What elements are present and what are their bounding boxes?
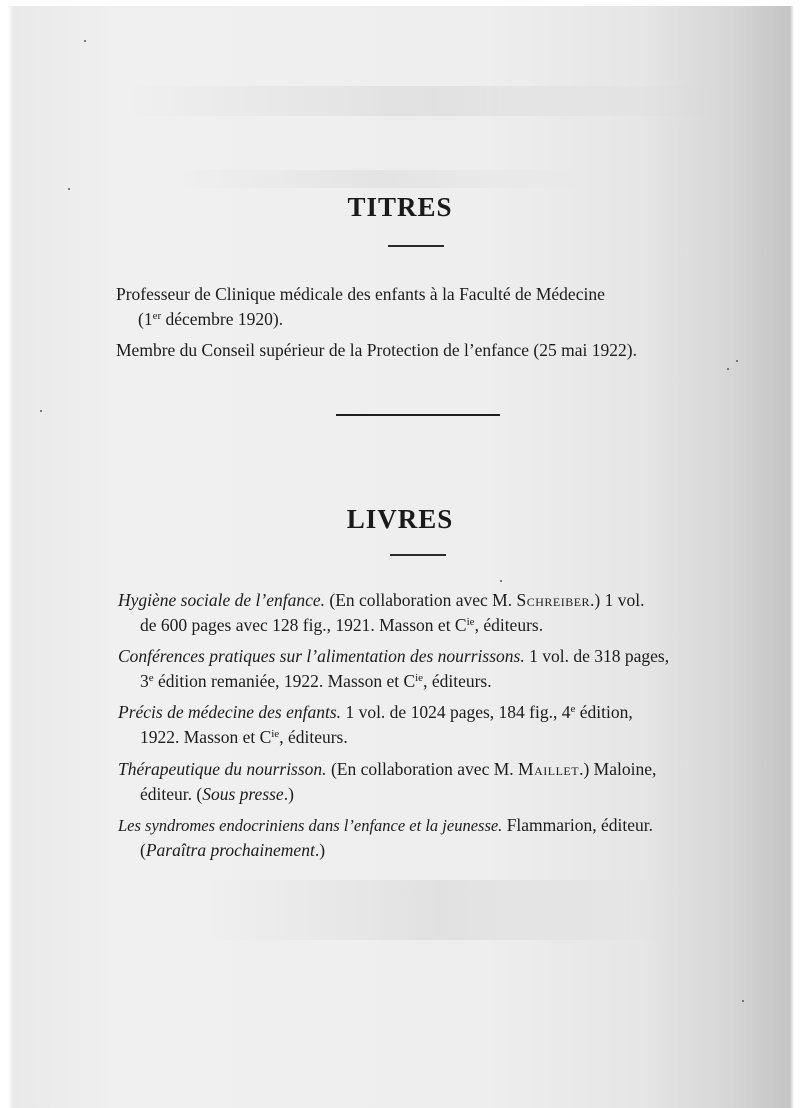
book-title: Hygiène sociale de l’enfance.	[118, 590, 325, 610]
book-line: Précis de médecine des enfants. 1 vol. de 1024 pages, 184 fig., 4e édition,	[118, 702, 633, 722]
book-entry	[118, 588, 645, 638]
book-entry	[118, 813, 653, 863]
book-title: Les syndromes endocriniens dans l’enfance et la jeunesse.	[118, 816, 503, 835]
book-line: Conférences pratiques sur l’alimentation des nourrissons. 1 vol. de 318 pages,	[118, 646, 670, 666]
author-name: Schreiber	[516, 590, 591, 610]
titre-entry	[116, 338, 637, 363]
book-line: Les syndromes endocriniens dans l’enfance et la jeunesse. Flammarion, éditeur.	[118, 815, 653, 835]
book-title: Thérapeutique du nourrisson.	[118, 759, 327, 779]
book-line: 3e édition remaniée, 1922. Masson et $C^{ie}$, éditeurs.	[140, 671, 492, 691]
book-line: Thérapeutique du nourrisson. (En collaboration avec M. Maillet.) Maloine,	[118, 759, 657, 779]
book-line: (Paraîtra prochainement.)	[140, 840, 326, 860]
book-line: 1922. Masson et $C^{ie}$, éditeurs.	[140, 727, 348, 747]
titre-line: (1er décembre 1920).	[138, 309, 284, 329]
titres-heading: TITRES	[347, 192, 453, 222]
scan-speck	[736, 360, 738, 362]
page-top-edge	[0, 0, 800, 6]
titres-divider	[388, 245, 444, 247]
livres-divider	[390, 554, 446, 556]
scan-speck	[40, 410, 42, 412]
scan-speck	[727, 368, 729, 370]
book-title: Précis de médecine des enfants.	[118, 702, 342, 722]
section-separator	[336, 414, 500, 416]
scan-speck	[68, 188, 70, 190]
bleed-through-block	[210, 880, 670, 940]
scan-speck	[500, 580, 502, 582]
book-entry	[118, 757, 656, 807]
book-entry	[118, 644, 669, 694]
bleed-through-block	[120, 86, 720, 116]
book-line: éditeur. (Sous presse.)	[140, 784, 294, 804]
author-name: Maillet	[518, 759, 580, 779]
livres-heading: LIVRES	[346, 504, 454, 534]
scan-speck	[742, 1000, 744, 1002]
book-line: Hygiène sociale de l’enfance. (En collaboration avec M. Schreiber.) 1 vol.	[118, 590, 645, 610]
book-title: Conférences pratiques sur l’alimentation des nourrissons.	[118, 646, 525, 666]
book-entry	[118, 700, 633, 750]
titre-line: Professeur de Clinique médicale des enfants à la Faculté de Médecine	[116, 284, 605, 304]
scan-speck	[84, 40, 86, 42]
bleed-through-block	[180, 170, 580, 188]
titre-line: Membre du Conseil supérieur de la Protection de l’enfance (25 mai 1922).	[116, 340, 637, 360]
titre-entry	[116, 282, 605, 332]
book-line: de 600 pages avec 128 fig., 1921. Masson et $C^{ie}$, éditeurs.	[140, 615, 544, 635]
